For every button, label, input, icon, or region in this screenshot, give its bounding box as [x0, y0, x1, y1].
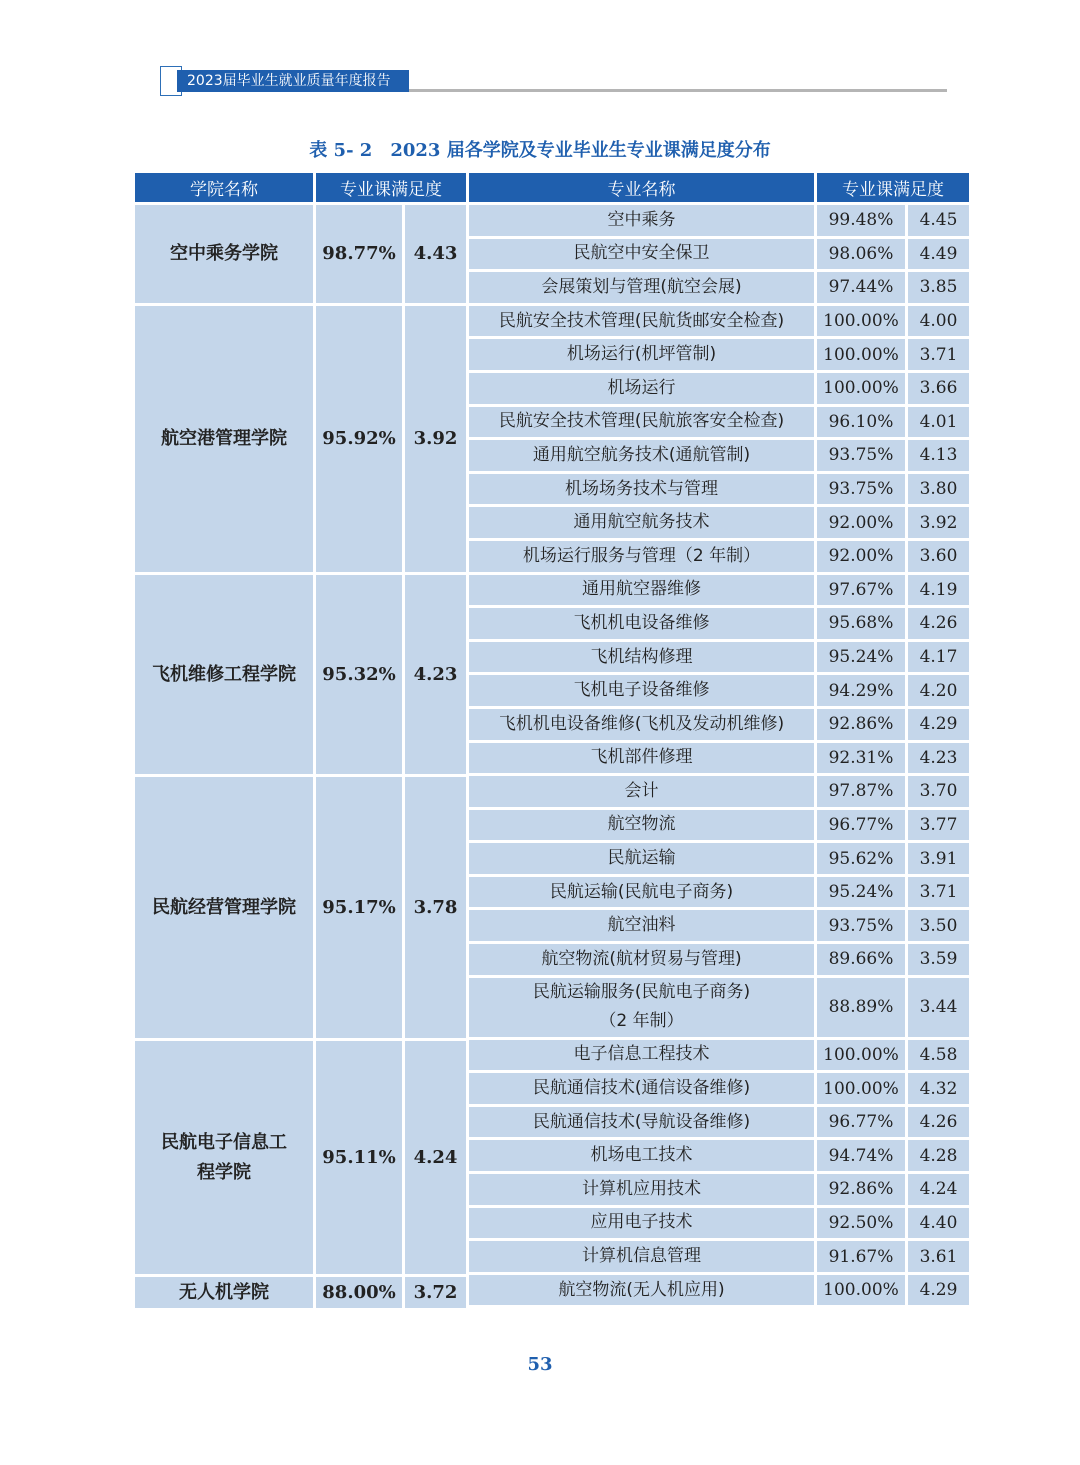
major-percent: 97.44%: [817, 272, 908, 306]
major-percent: 97.67%: [817, 575, 908, 609]
major-row: [469, 1241, 972, 1275]
major-row: [469, 507, 972, 541]
report-header-title: 2023届毕业生就业质量年度报告: [177, 70, 409, 92]
major-name: 民航运输: [469, 843, 817, 877]
major-score: 3.92: [908, 507, 972, 541]
major-name: 机场电工技术: [469, 1140, 817, 1174]
major-score: 3.71: [908, 339, 972, 373]
major-name: 计算机信息管理: [469, 1241, 817, 1275]
major-score: 4.26: [908, 608, 972, 642]
major-name: 民航安全技术管理(民航旅客安全检查): [469, 407, 817, 441]
major-name: 民航空中安全保卫: [469, 239, 817, 273]
major-row: [469, 843, 972, 877]
college-name: 航空港管理学院: [135, 306, 316, 575]
major-row: [469, 1107, 972, 1141]
major-score: 4.45: [908, 205, 972, 239]
major-row: [469, 1040, 972, 1074]
major-name: 会计: [469, 776, 817, 810]
major-score: 4.58: [908, 1040, 972, 1074]
major-percent: 93.75%: [817, 440, 908, 474]
major-percent: 95.24%: [817, 642, 908, 676]
college-score: 4.24: [405, 1041, 469, 1277]
college-score: 3.78: [405, 777, 469, 1041]
major-name: 会展策划与管理(航空会展): [469, 272, 817, 306]
major-row: [469, 810, 972, 844]
major-score: 4.19: [908, 575, 972, 609]
major-row: [469, 239, 972, 273]
major-percent: 100.00%: [817, 373, 908, 407]
major-score: 3.66: [908, 373, 972, 407]
college-name: 民航经营管理学院: [135, 777, 316, 1041]
major-row: [469, 339, 972, 373]
major-percent: 100.00%: [817, 339, 908, 373]
major-percent: 95.68%: [817, 608, 908, 642]
major-row: [469, 709, 972, 743]
major-score: 4.29: [908, 1275, 972, 1309]
major-percent: 88.89%: [817, 978, 908, 1040]
major-table: [469, 173, 972, 1308]
major-row: [469, 407, 972, 441]
major-score: 3.61: [908, 1241, 972, 1275]
college-score: 3.72: [405, 1277, 469, 1311]
major-percent: 92.31%: [817, 743, 908, 777]
major-score: 4.20: [908, 675, 972, 709]
major-name-header: 专业名称: [469, 173, 817, 205]
major-percent: 94.29%: [817, 675, 908, 709]
major-row: [469, 541, 972, 575]
major-row: [469, 608, 972, 642]
major-percent: 95.62%: [817, 843, 908, 877]
college-percent: 88.00%: [316, 1277, 405, 1311]
major-score: 4.00: [908, 306, 972, 340]
major-name: 飞机电子设备维修: [469, 675, 817, 709]
major-score: 4.01: [908, 407, 972, 441]
major-row: [469, 440, 972, 474]
major-score: 3.59: [908, 944, 972, 978]
major-score: 4.17: [908, 642, 972, 676]
major-row: [469, 642, 972, 676]
major-percent: 98.06%: [817, 239, 908, 273]
college-name: 飞机维修工程学院: [135, 575, 316, 777]
major-percent: 96.10%: [817, 407, 908, 441]
major-name: 航空物流(无人机应用): [469, 1275, 817, 1309]
major-name: 航空物流(航材贸易与管理): [469, 944, 817, 978]
major-row: [469, 1140, 972, 1174]
major-row: [469, 978, 972, 1040]
college-name: 无人机学院: [135, 1277, 316, 1311]
major-name: 航空物流: [469, 810, 817, 844]
major-row: [469, 373, 972, 407]
major-score: 3.77: [908, 810, 972, 844]
major-row: [469, 675, 972, 709]
major-score: 3.44: [908, 978, 972, 1040]
major-rows: [469, 205, 972, 1308]
major-row: [469, 1275, 972, 1309]
major-name: 飞机部件修理: [469, 743, 817, 777]
major-percent: 92.86%: [817, 709, 908, 743]
major-percent: 92.50%: [817, 1208, 908, 1242]
college-satisfaction-header: 专业课满足度: [316, 173, 469, 205]
major-row: [469, 944, 972, 978]
major-row: [469, 743, 972, 777]
college-percent: 95.11%: [316, 1041, 405, 1277]
major-percent: 96.77%: [817, 810, 908, 844]
major-row: [469, 272, 972, 306]
major-row: [469, 575, 972, 609]
college-score: 4.43: [405, 205, 469, 306]
major-score: 4.40: [908, 1208, 972, 1242]
major-percent: 100.00%: [817, 1073, 908, 1107]
major-name: 通用航空航务技术: [469, 507, 817, 541]
major-percent: 93.75%: [817, 474, 908, 508]
major-name: 空中乘务: [469, 205, 817, 239]
page-number: 53: [527, 1354, 553, 1375]
major-percent: 95.24%: [817, 877, 908, 911]
major-name: 民航安全技术管理(民航货邮安全检查): [469, 306, 817, 340]
major-name: 民航通信技术(通信设备维修): [469, 1073, 817, 1107]
college-percent: 95.17%: [316, 777, 405, 1041]
major-row: [469, 1174, 972, 1208]
major-score: 3.80: [908, 474, 972, 508]
major-name: 机场运行(机坪管制): [469, 339, 817, 373]
major-score: 3.91: [908, 843, 972, 877]
major-row: [469, 474, 972, 508]
major-name: 飞机结构修理: [469, 642, 817, 676]
major-percent: 91.67%: [817, 1241, 908, 1275]
major-percent: 94.74%: [817, 1140, 908, 1174]
major-percent: 100.00%: [817, 306, 908, 340]
college-name-header: 学院名称: [135, 173, 316, 205]
major-score: 3.60: [908, 541, 972, 575]
major-row: [469, 776, 972, 810]
major-score: 4.26: [908, 1107, 972, 1141]
major-score: 4.49: [908, 239, 972, 273]
major-score: 3.71: [908, 877, 972, 911]
college-name: 空中乘务学院: [135, 205, 316, 306]
major-name: 电子信息工程技术: [469, 1040, 817, 1074]
major-percent: 92.00%: [817, 507, 908, 541]
major-name: 通用航空器维修: [469, 575, 817, 609]
major-percent: 93.75%: [817, 910, 908, 944]
college-percent: 95.32%: [316, 575, 405, 777]
major-percent: 100.00%: [817, 1040, 908, 1074]
major-percent: 92.86%: [817, 1174, 908, 1208]
major-score: 4.23: [908, 743, 972, 777]
major-row: [469, 877, 972, 911]
major-name: 飞机机电设备维修(飞机及发动机维修): [469, 709, 817, 743]
college-score: 4.23: [405, 575, 469, 777]
major-row: [469, 910, 972, 944]
major-score: 3.70: [908, 776, 972, 810]
major-name: 民航通信技术(导航设备维修): [469, 1107, 817, 1141]
major-score: 4.32: [908, 1073, 972, 1107]
major-percent: 89.66%: [817, 944, 908, 978]
table-title: 表 5- 2 2023 届各学院及专业毕业生专业课满足度分布: [309, 140, 771, 161]
major-satisfaction-header: 专业课满足度: [817, 173, 972, 205]
major-name: 民航运输(民航电子商务): [469, 877, 817, 911]
major-score: 4.28: [908, 1140, 972, 1174]
major-name: 机场运行: [469, 373, 817, 407]
college-percent: 98.77%: [316, 205, 405, 306]
major-name: 计算机应用技术: [469, 1174, 817, 1208]
major-name: 应用电子技术: [469, 1208, 817, 1242]
major-score: 3.50: [908, 910, 972, 944]
college-table: [135, 173, 469, 1311]
major-row: [469, 1073, 972, 1107]
major-name: 机场运行服务与管理（2 年制）: [469, 541, 817, 575]
major-row: [469, 205, 972, 239]
major-percent: 92.00%: [817, 541, 908, 575]
major-percent: 96.77%: [817, 1107, 908, 1141]
major-name: 飞机机电设备维修: [469, 608, 817, 642]
major-name: 通用航空航务技术(通航管制): [469, 440, 817, 474]
college-name: [135, 1041, 316, 1277]
college-score: 3.92: [405, 306, 469, 575]
major-percent: 100.00%: [817, 1275, 908, 1309]
major-percent: 97.87%: [817, 776, 908, 810]
major-name: 机场场务技术与管理: [469, 474, 817, 508]
header-rule: [409, 89, 947, 92]
college-name-text: 民航电子信息工程学院: [161, 1131, 287, 1183]
major-score: 3.85: [908, 272, 972, 306]
college-percent: 95.92%: [316, 306, 405, 575]
major-row: [469, 1208, 972, 1242]
major-score: 4.29: [908, 709, 972, 743]
major-name: 航空油料: [469, 910, 817, 944]
major-score: 4.24: [908, 1174, 972, 1208]
major-percent: 99.48%: [817, 205, 908, 239]
major-name: 民航运输服务(民航电子商务) （2 年制）: [469, 978, 817, 1040]
major-row: [469, 306, 972, 340]
major-score: 4.13: [908, 440, 972, 474]
